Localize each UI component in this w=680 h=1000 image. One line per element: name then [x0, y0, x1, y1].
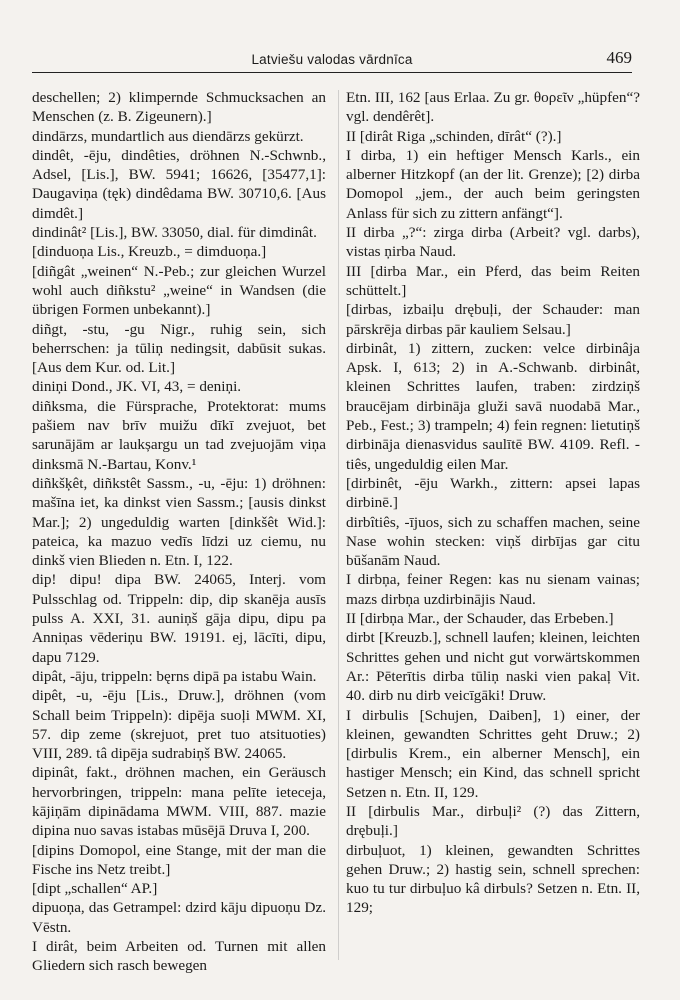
header-rule [32, 72, 632, 73]
entry: diñkšķêt, diñkstêt Sassm., -u, -ēju: 1) dröhnen: mašīna iet, ka dinkst vien Sassm.; [ausis dinkst Mar.]; 2) ungeduldig warten [dinkšêt Wid.]: pateica, ka mazuo vedīs līdzi uz ciemu, nu dinkš vien Blieden n. Etn. I, 122. [32, 474, 326, 570]
entry: [dirbas, izbaiļu drębuļi, der Schauder: man pārskrēja dirbas pār kauliem Selsau.] [346, 301, 640, 338]
running-title: Latviešu valodas vārdnīca [251, 52, 413, 67]
entry: dipuoņa, das Getrampel: dzird kāju dipuoņu Dz. Vēstn. [32, 899, 326, 936]
entry: III [dirba Mar., ein Pferd, das beim Reiten schüttelt.] [346, 262, 640, 299]
entry: II [dirbņa Mar., der Schauder, das Erbeben.] [346, 610, 614, 628]
entry: dirbt [Kreuzb.], schnell laufen; kleinen, leichten Schrittes gehen und nicht gut vorwärtskommen Ar.: Pēterītis dirba tūliņ naski vien pakaļ Vit. 40. dirb nu dirb veicīgāki! Druw. [346, 629, 640, 705]
entry: diñgt, -stu, -gu Nigr., ruhig sein, sich beherrschen: ja tūliņ nedingsit, dabūsit sukas. [Aus dem Kur. od. Lit.] [32, 320, 326, 377]
entry: [dinduoņa Lis., Kreuzb., = dimduoņa.] [32, 243, 267, 261]
entry: dipât, -āju, trippeln: bęrns dipā pa istabu Wain. [32, 667, 317, 685]
entry: diniņi Dond., JK. VI, 43, = deniņi. [32, 378, 242, 396]
entry: I dirbņa, feiner Regen: kas nu sienam vainas; mazs dirbņa uzdirbinājis Naud. [346, 571, 640, 608]
entry: dindêt, -ēju, dindêties, dröhnen N.-Schwnb., Adsel, [Lis.], BW. 5941; 16626, [35477,1]: Daugaviņa (tęk) dindêdama BW. 30710,6. [Aus dimdêt.] [32, 146, 326, 222]
entry: [dipt „schallen“ AP.] [32, 880, 158, 898]
entry: dipêt, -u, -ēju [Lis., Druw.], dröhnen (vom Schall beim Trippeln): dipēja suoļi MWM. XI, 57. dip zeme (skrejuot, pret tuo atsituoties) VIII, 289. tâ dipēja sudrabiņš BW. 24065. [32, 687, 326, 763]
entry: deschellen; 2) klimpernde Schmucksachen an Menschen (z. B. Zigeunern).] [32, 89, 326, 126]
entry: [dirbinêt, -ēju Warkh., zittern: apsei lapas dirbinē.] [346, 474, 640, 512]
entry: dirbinât, 1) zittern, zucken: velce dirbinâja Apsk. I, 613; 2) in A.-Schwanb. dirbinât, kleinen Schrittes laufen, traben: zirdziņš braucējam dirbināja gluži savā nuodabā Mar., Peb., Fest.; 3) trampeln; 4) fein regnen: lietutiņš dirbināja dienasvidus saulītē BW. 4109. Refl. -tiês, ungeduldig eilen Mar. [346, 339, 640, 473]
left-column [32, 88, 326, 976]
right-column [346, 88, 640, 918]
entry: dip! dipu! dipa BW. 24065, Interj. vom Pulsschlag od. Trippeln: dip, dip skanēja ausīs pulss A. XXI, 31. auniņš gāja dipu, dipu pa Anniņas vēderiņu BW. 19191. ej, lācīti, dipu, dapu 7129. [32, 571, 326, 666]
entry: II [dirât Riga „schinden, dīrât“ (?).] [346, 127, 562, 145]
entry: Etn. III, 162 [aus Erlaa. Zu gr. θορεῖν „hüpfen“? vgl. dendêrêt]. [346, 89, 640, 126]
page-number: 469 [606, 48, 632, 67]
entry: dipinât, fakt., dröhnen machen, ein Geräusch hervorbringen, trippeln: mana pelīte ieteceja, kājiņām dipinādama MWM. VIII, 887. mazie dipina nuo savas istabas mūsējā Druva I, 200. [32, 764, 326, 840]
entry: diñksma, die Fürsprache, Protektorat: mums pašiem nav brīv muižu dīkī zvejuot, bet sarunājām ar laukșargu un tad zvejuojām viņa dinksmā N.-Bartau, Konv.¹ [32, 397, 326, 473]
entry: II [dirbulis Mar., dirbuļi² (?) das Zittern, drębuļi.] [346, 802, 640, 840]
entry: dirbuļuot, 1) kleinen, gewandten Schrittes gehen Druw.; 2) hastig sein, schnell sprechen: kuo tu tur dirbuļuo kâ dirbuls? Setzen n. Etn. II, 129; [346, 841, 640, 917]
entry: [diñgât „weinen“ N.-Peb.; zur gleichen Wurzel wohl auch diñkstu² „weine“ in Wandsen (die übrigen Formen unbekannt).] [32, 262, 326, 319]
entry: II dirba „?“: zirga dirba (Arbeit? vgl. darbs), vistas ņirba Naud. [346, 224, 640, 261]
entry: dirbîtiês, -ījuos, sich zu schaffen machen, seine Nase wohin stecken: viņš dirbījas gar citu būšanām Naud. [346, 513, 640, 570]
column-divider [338, 90, 339, 960]
entry: I dirât, beim Arbeiten od. Turnen mit allen Gliedern sich rasch bewegen [32, 938, 326, 975]
entry: I dirba, 1) ein heftiger Mensch Karls., ein alberner Hitzkopf (an der lit. Grenze); [2) dirba Domopol „jem., der auch beim geringsten Anlass für sich zu zittern anfängt“]. [346, 146, 640, 222]
entry: dindārzs, mundartlich aus diendārzs gekürzt. [32, 127, 304, 145]
entry: dindinât² [Lis.], BW. 33050, dial. für dimdinât. [32, 224, 317, 242]
entry: [dipins Domopol, eine Stange, mit der man die Fische ins Netz treibt.] [32, 841, 326, 878]
entry: I dirbulis [Schujen, Daiben], 1) einer, der kleinen, gewandten Schrittes geht Druw.; 2) [dirbulis Krem., ein alberner Mensch], ein hastiger Mensch; ein Kind, das schnell spricht Setzen n. Etn. II, 129. [346, 706, 640, 801]
